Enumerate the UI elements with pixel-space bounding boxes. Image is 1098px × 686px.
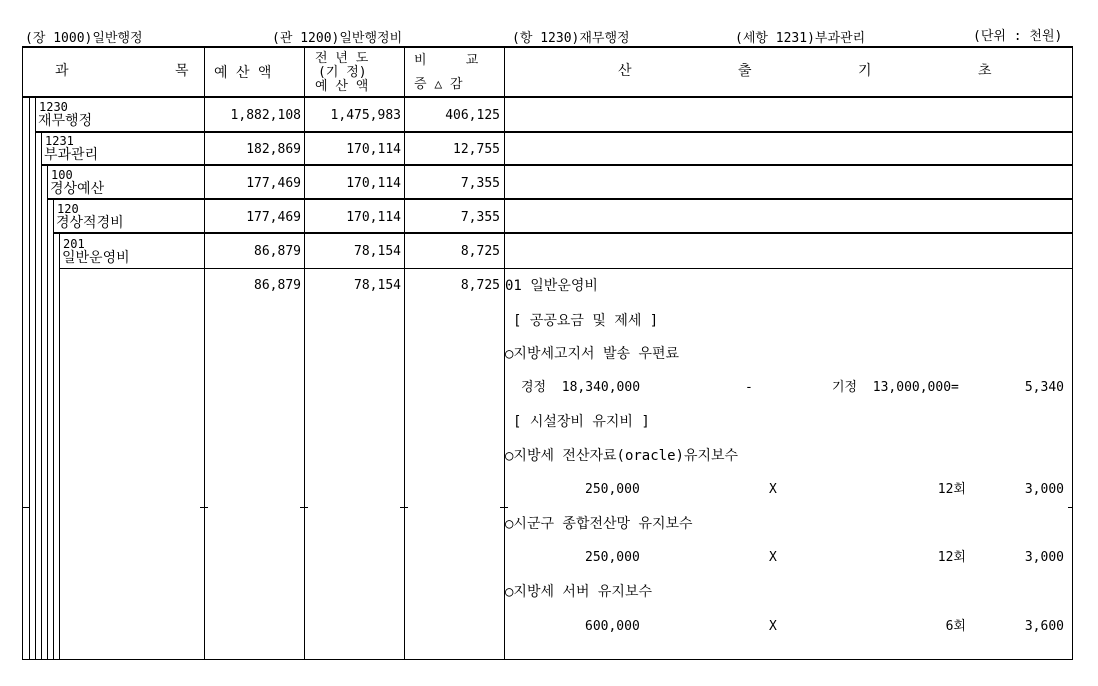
header-compare-line2: 증 △ 감	[414, 77, 463, 92]
row-name: 부과관리	[44, 147, 99, 163]
row-prev: 170,114	[346, 210, 401, 225]
row-prev: 1,475,983	[330, 108, 401, 123]
detail-section: [ 시설장비 유지비 ]	[513, 414, 650, 430]
header-mok: 목	[175, 63, 189, 79]
header-budget: 예 산 액	[214, 65, 272, 81]
header-basis-3: 기	[858, 63, 872, 79]
row-diff: 7,355	[460, 176, 500, 191]
header-basis-2: 출	[738, 63, 752, 79]
row-diff: 12,755	[453, 142, 500, 157]
detail-title: 01 일반운영비	[505, 278, 598, 294]
header-basis-4: 초	[978, 63, 992, 79]
calc-b: X	[769, 482, 777, 497]
breadcrumb-sehang: (세항 1231)부과관리	[735, 31, 866, 46]
calc-d: 3,600	[1024, 619, 1064, 634]
calc-b: X	[769, 550, 777, 565]
row-diff: 406,125	[445, 108, 500, 123]
row-prev: 78,154	[354, 244, 401, 259]
header-prev-line2: (기 정)	[318, 65, 367, 80]
row-code: 100	[51, 168, 73, 182]
calc-b: X	[769, 619, 777, 634]
row-name: 일반운영비	[62, 250, 130, 266]
calc-c: 기정 13,000,000=	[832, 380, 959, 395]
header-basis-1: 산	[618, 63, 632, 79]
row-code: 201	[63, 237, 85, 251]
row-diff: 8,725	[460, 244, 500, 259]
calc-d: 3,000	[1024, 482, 1064, 497]
detail-item: ○지방세고지서 발송 우편료	[505, 346, 680, 362]
breadcrumb-jang: (장 1000)일반행정	[25, 31, 143, 46]
row-budget: 177,469	[246, 210, 301, 225]
row-budget: 1,882,108	[230, 108, 301, 123]
calc-d: 3,000	[1024, 550, 1064, 565]
breadcrumb-gwan: (관 1200)일반행정비	[272, 31, 403, 46]
calc-b: -	[745, 380, 753, 395]
row-code: 120	[57, 202, 79, 216]
row-prev: 170,114	[346, 142, 401, 157]
row-budget: 177,469	[246, 176, 301, 191]
calc-c: 12회	[937, 482, 966, 497]
detail-diff: 8,725	[460, 278, 500, 293]
detail-section: [ 공공요금 및 제세 ]	[513, 313, 659, 329]
header-prev-line3: 예 산 액	[315, 79, 369, 94]
calc-a: 경정 18,340,000	[521, 380, 641, 395]
detail-item: ○시군구 종합전산망 유지보수	[505, 516, 693, 532]
calc-c: 6회	[945, 619, 966, 634]
breadcrumb-hang: (항 1230)재무행정	[512, 31, 630, 46]
row-code: 1231	[45, 134, 74, 148]
row-name: 재무행정	[38, 113, 93, 129]
detail-budget: 86,879	[254, 278, 301, 293]
header-compare-line1: 비 교	[414, 53, 479, 68]
detail-item: ○지방세 서버 유지보수	[505, 584, 653, 600]
row-name: 경상적경비	[56, 215, 124, 231]
row-budget: 182,869	[246, 142, 301, 157]
calc-a: 600,000	[585, 619, 640, 634]
row-prev: 170,114	[346, 176, 401, 191]
row-code: 1230	[39, 100, 68, 114]
header-gwa: 과	[55, 63, 69, 79]
unit-label: (단위 : 천원)	[973, 29, 1063, 44]
header-prev-line1: 전 년 도	[315, 51, 369, 66]
detail-prev: 78,154	[354, 278, 401, 293]
detail-item: ○지방세 전산자료(oracle)유지보수	[505, 448, 739, 464]
row-diff: 7,355	[460, 210, 500, 225]
calc-a: 250,000	[585, 550, 640, 565]
row-budget: 86,879	[254, 244, 301, 259]
row-name: 경상예산	[50, 181, 105, 197]
calc-a: 250,000	[585, 482, 640, 497]
calc-d: 5,340	[1024, 380, 1064, 395]
calc-c: 12회	[937, 550, 966, 565]
